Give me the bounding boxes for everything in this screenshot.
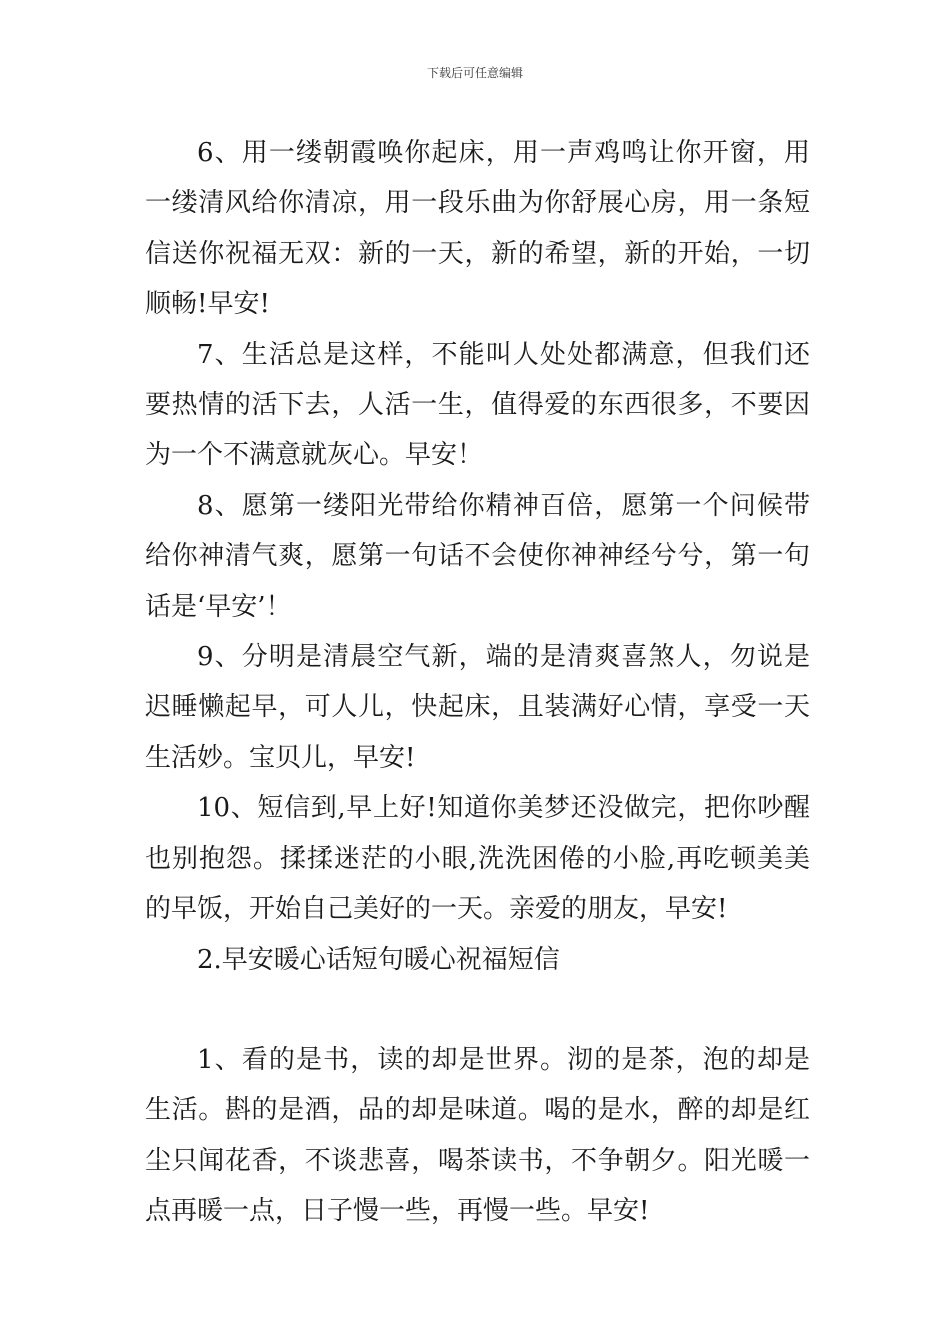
document-body: [145, 128, 810, 1237]
section-heading: 2.早安暖心话短句暖心祝福短信: [197, 944, 560, 975]
paragraph-6: 6、用一缕朝霞唤你起床，用一声鸡鸣让你开窗，用一缕清风给你清凉，用一段乐曲为你舒展心房，用一条短信送你祝福无双：新的一天，新的希望，新的开始，一切顺畅!早安!: [145, 138, 810, 320]
paragraph-10: 10、短信到,早上好!知道你美梦还没做完，把你吵醒也别抱怨。揉揉迷茫的小眼,洗洗困倦的小脸,再吃顿美美的早饭，开始自己美好的一天。亲爱的朋友，早安!: [145, 793, 810, 925]
section-paragraph-1: 1、看的是书，读的却是世界。沏的是茶，泡的却是生活。斟的是酒，品的却是味道。喝的是水，醉的却是红尘只闻花香，不谈悲喜，喝茶读书，不争朝夕。阳光暖一点再暖一点，日子慢一些，再慢一些。早安!: [145, 1044, 810, 1227]
paragraph-7: 7、生活总是这样，不能叫人处处都满意，但我们还要热情的活下去，人活一生，值得爱的东西很多，不要因为一个不满意就灰心。早安！: [145, 339, 810, 471]
page-header: 下载后可任意编辑: [426, 66, 523, 80]
paragraph-9: 9、分明是清晨空气新，端的是清爽喜煞人，勿说是迟睡懒起早，可人儿，快起床，且装满好心情，享受一天生活妙。宝贝儿，早安!: [145, 642, 810, 773]
section-spacer: [145, 985, 810, 1035]
paragraph-8: 8、愿第一缕阳光带给你精神百倍，愿第一个问候带给你神清气爽，愿第一句话不会使你神神经兮兮，第一句话是‘早安’！: [145, 490, 810, 622]
